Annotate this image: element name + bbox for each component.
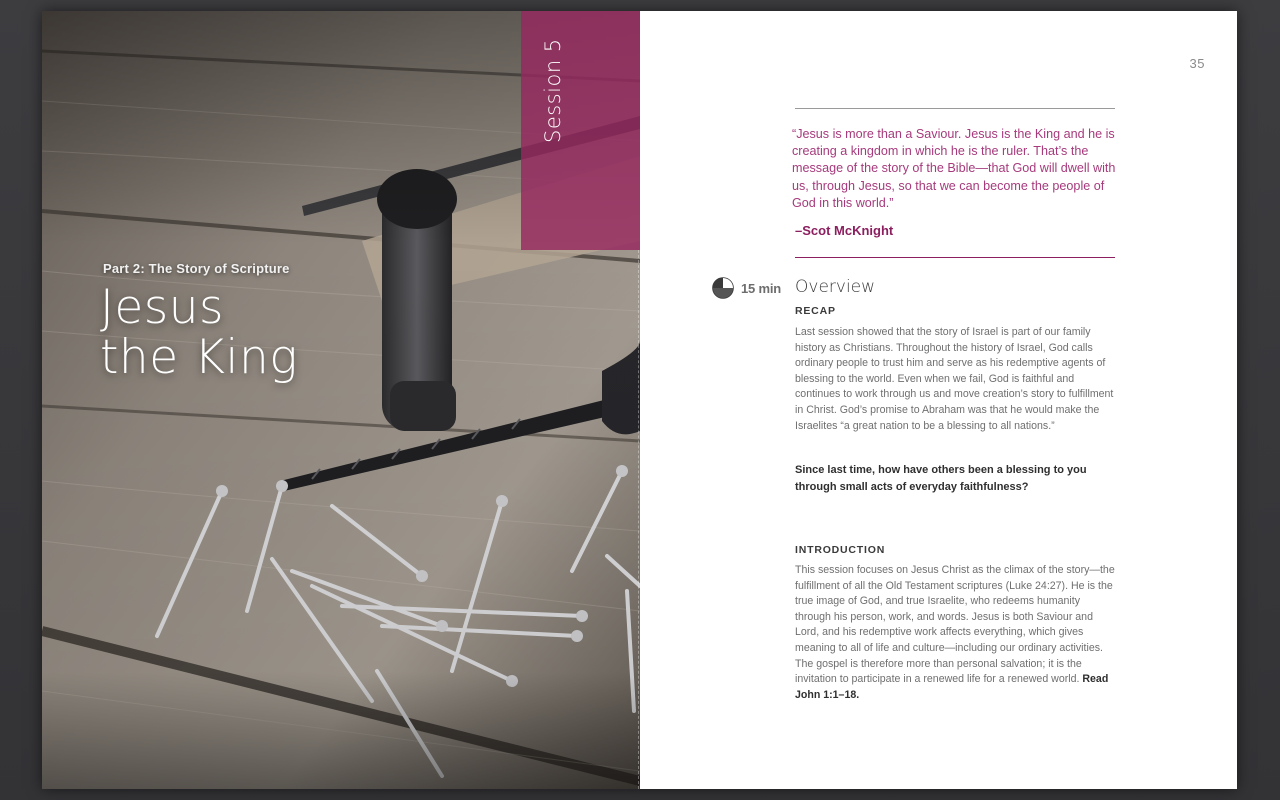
introduction-text bbox=[795, 563, 1117, 703]
quote-top-rule bbox=[795, 108, 1115, 109]
quote-bottom-rule bbox=[795, 257, 1115, 258]
session-title-line-1: Jesus bbox=[100, 280, 225, 335]
recap-label: RECAP bbox=[795, 305, 836, 317]
book-spread bbox=[42, 11, 1237, 789]
part-title: Part 2: The Story of Scripture bbox=[103, 261, 290, 276]
session-title-line-2: the King bbox=[100, 330, 298, 385]
scripture-reading: Read John 1:1–18. bbox=[795, 673, 1109, 701]
left-page bbox=[42, 11, 640, 789]
quote-author: –Scot McKnight bbox=[795, 223, 894, 238]
page-number: 35 bbox=[1189, 56, 1205, 71]
overview-heading: Overview bbox=[795, 277, 876, 297]
introduction-body: This session focuses on Jesus Christ as the climax of the story—the fulfillment of all the Old Testament scriptures (Luke 24:27). He is the true image of God, and true Israelite, who redeems humanity through his person, work, and words. Jesus is both Saviour and Lord, and his redemptive work affects everything, which gives meaning to all of life and culture—including our ordinary activities. The gospel is therefore more than personal salvation; it is the invitation to participate in a renewed life for a renewed world. bbox=[795, 564, 1115, 686]
clock-icon bbox=[712, 277, 734, 299]
recap-text: Last session showed that the story of Israel is part of our family history as Christians. Throughout the history of Israel, God calls ordinary people to trust him and serve as his redemptive agents of blessing to the world. Even when we fail, God is faithful and continues to work through us and move creation’s story to fulfillment in Christ. God’s promise to Abraham was that he would make the Israelites “a great nation to be a blessing to all nations.” bbox=[795, 326, 1114, 432]
session-label: Session 5 bbox=[541, 38, 565, 143]
timer bbox=[712, 276, 781, 300]
session-title bbox=[100, 280, 400, 385]
gutter-line bbox=[638, 250, 639, 789]
introduction-label: INTRODUCTION bbox=[795, 544, 886, 556]
right-page bbox=[640, 11, 1237, 789]
discussion-question: Since last time, how have others been a blessing to you through small acts of everyday faithfulness? bbox=[795, 464, 1087, 493]
session-band bbox=[521, 11, 640, 250]
timer-label: 15 min bbox=[741, 280, 781, 296]
pull-quote: “Jesus is more than a Saviour. Jesus is the King and he is creating a kingdom in which he is the ruler. That’s the message of the story of the Bible—that God will dwell with us, through Jesus, so that we can become the people of God in this world.” bbox=[792, 127, 1116, 210]
